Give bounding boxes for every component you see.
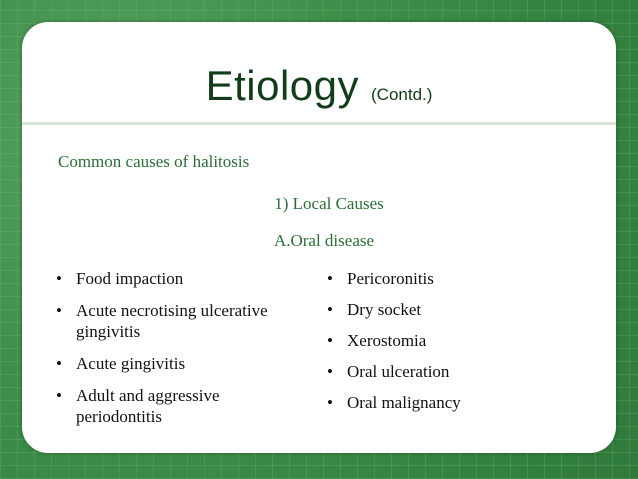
section-heading: 1) Local Causes: [274, 194, 384, 213]
list-item: [56, 353, 306, 374]
bullet-icon: •: [327, 362, 333, 381]
bullet-icon: •: [56, 301, 62, 320]
list-item-text: Oral malignancy: [347, 393, 461, 412]
bullet-icon: •: [327, 300, 333, 319]
slide-card: [22, 22, 616, 453]
title-row: [22, 62, 616, 110]
list-item-text: Oral ulceration: [347, 362, 450, 381]
subsection-heading: A.Oral disease: [273, 231, 375, 250]
list-item: [56, 385, 306, 427]
list-item: [56, 300, 306, 342]
bullet-icon: •: [56, 354, 62, 373]
list-item: [327, 330, 587, 351]
list-item-text: Pericoronitis: [347, 269, 434, 288]
bullet-icon: •: [56, 386, 62, 405]
slide-title-sub: (Contd.): [371, 85, 433, 104]
list-item-text: Food impaction: [76, 269, 184, 288]
list-item: [327, 361, 587, 382]
list-item: [327, 392, 587, 413]
list-item-text: Acute necrotising ulcerative gingivitis: [76, 301, 268, 341]
list-item-text: Adult and aggressive periodontitis: [76, 386, 220, 426]
list-item-text: Dry socket: [347, 300, 422, 319]
list-item: [327, 299, 587, 320]
bullet-icon: •: [327, 269, 333, 288]
bullet-icon: •: [327, 331, 333, 350]
list-item-text: Acute gingivitis: [76, 354, 186, 373]
slide-title: Etiology: [205, 62, 359, 109]
left-bullet-list: [56, 268, 306, 438]
list-item-text: Xerostomia: [347, 331, 427, 350]
list-item: [56, 268, 306, 289]
bullet-icon: •: [56, 269, 62, 288]
title-divider: [22, 122, 616, 125]
bullet-icon: •: [327, 393, 333, 412]
list-item: [327, 268, 587, 289]
intro-text: Common causes of halitosis: [58, 152, 250, 171]
right-bullet-list: [327, 268, 587, 423]
